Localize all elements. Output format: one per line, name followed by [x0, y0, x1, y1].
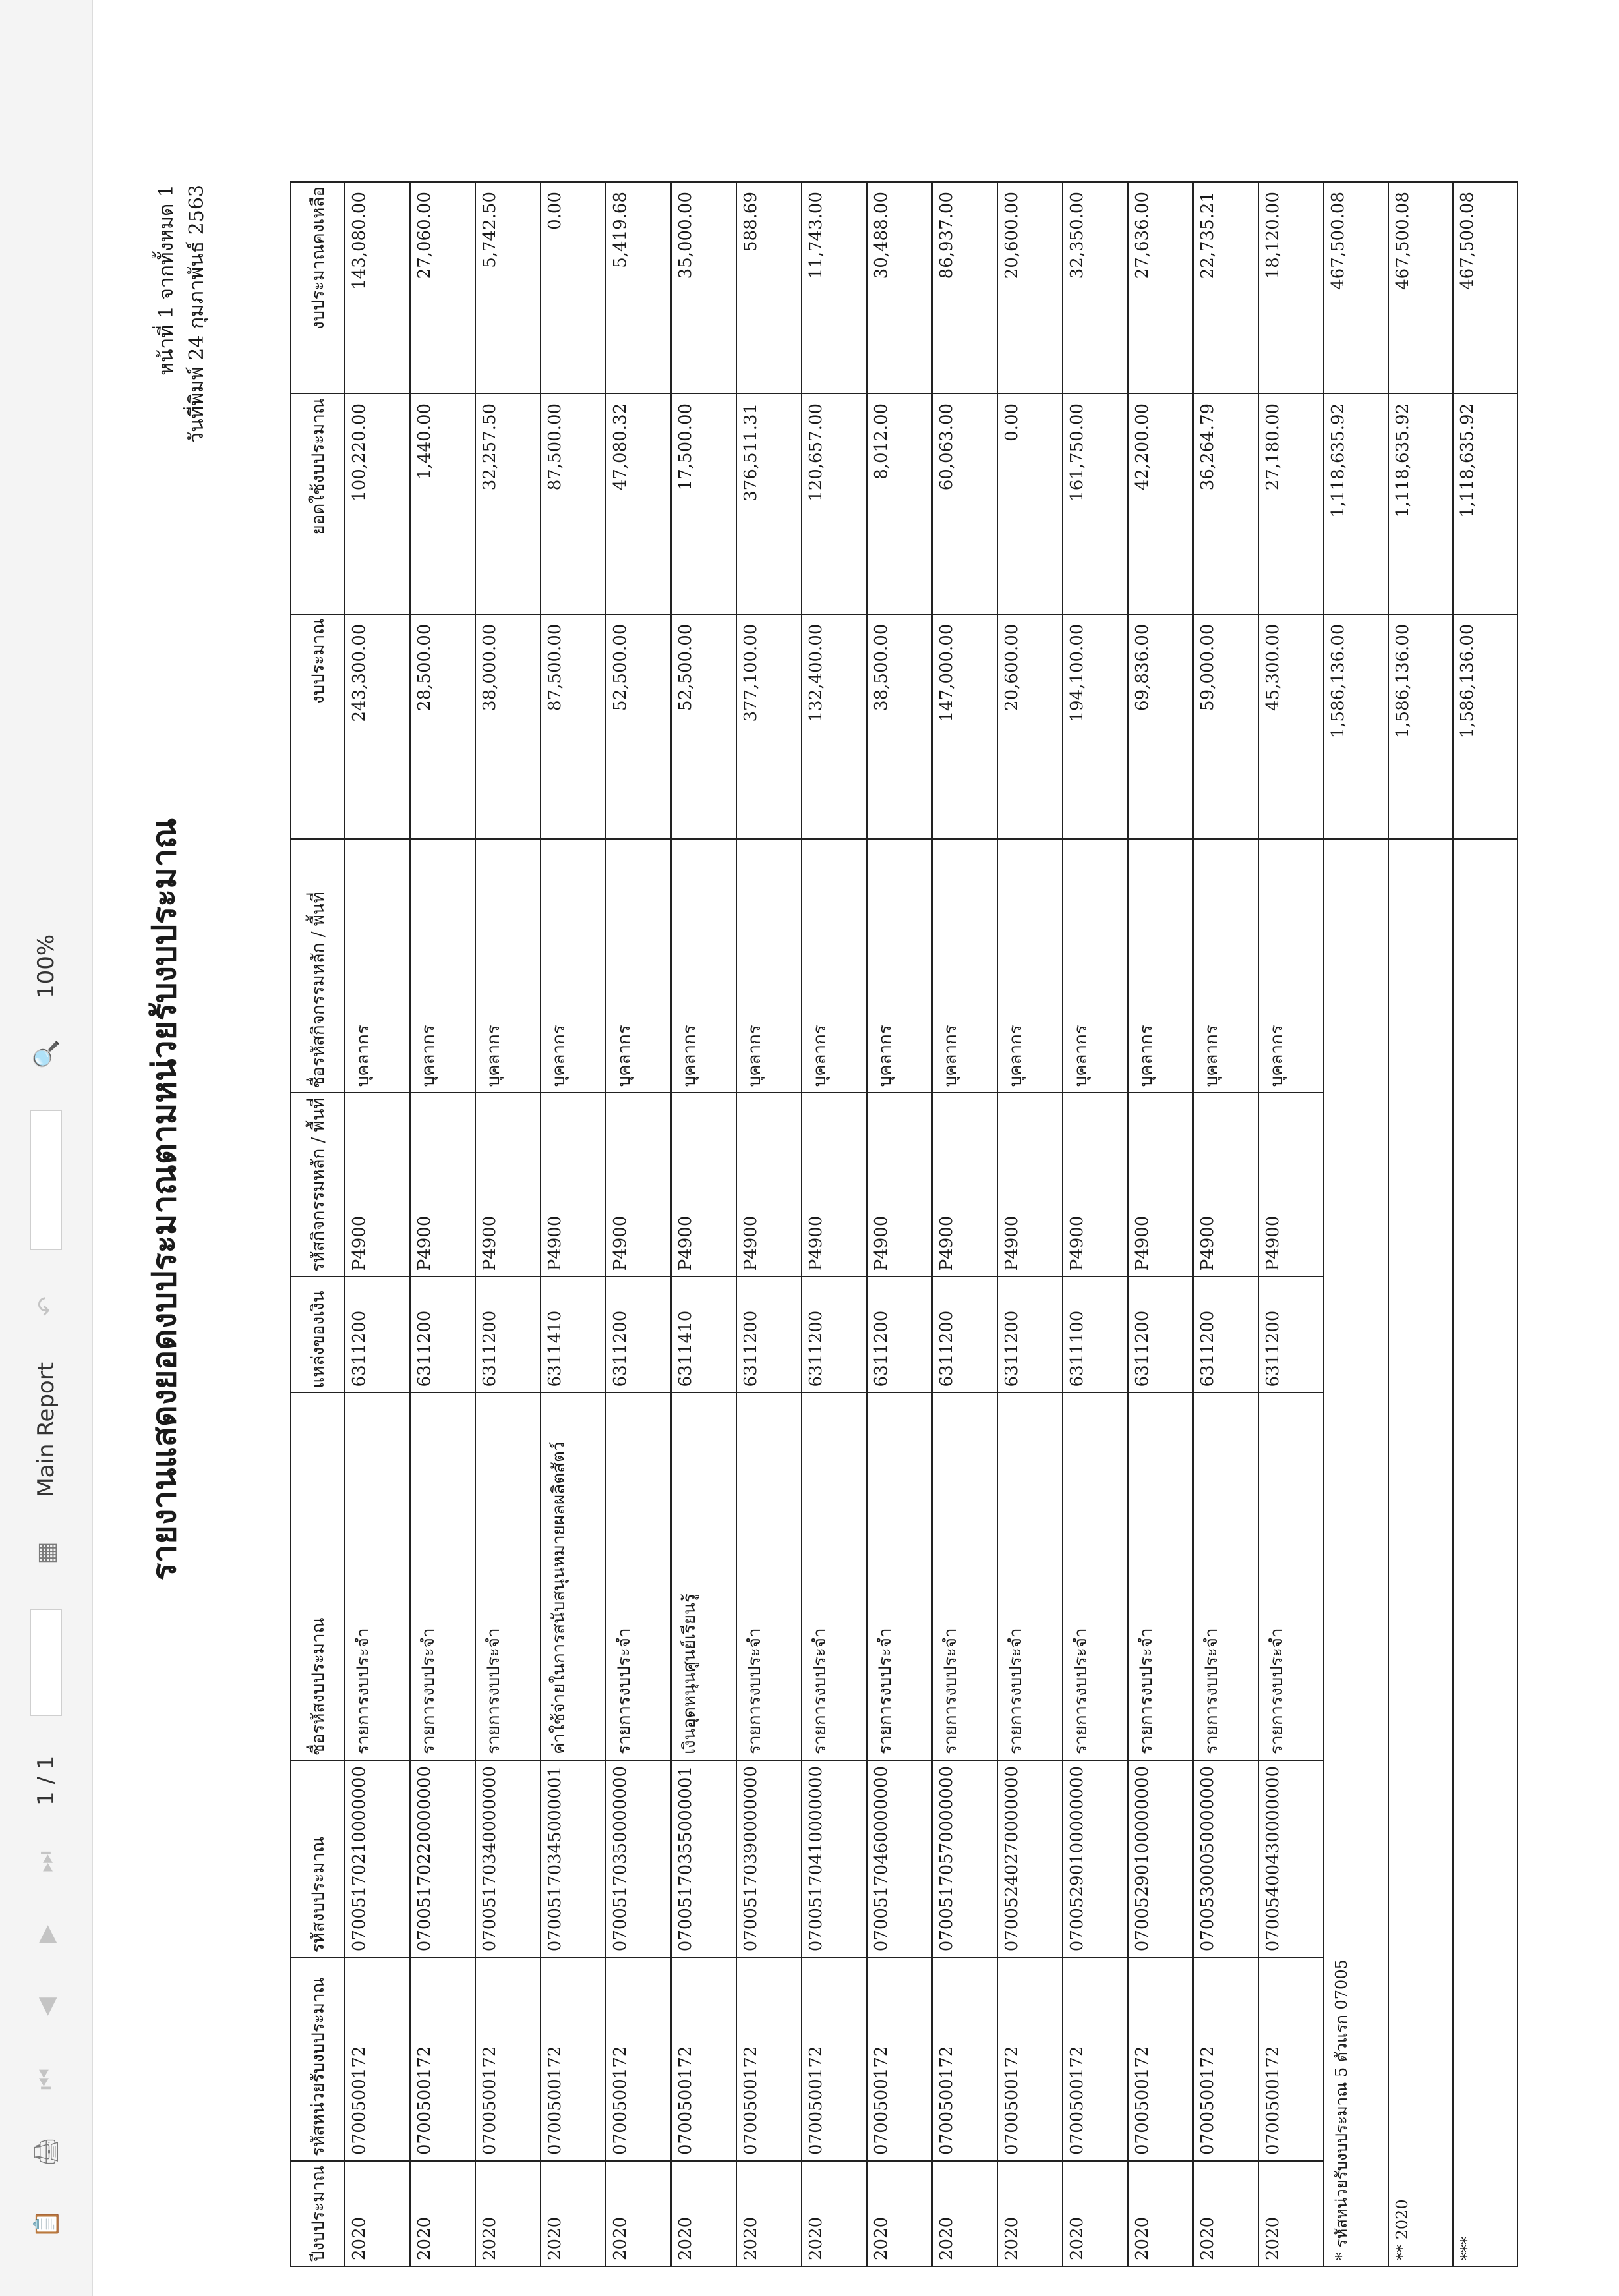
cell-remaining: 5,742.50	[475, 182, 541, 393]
page-info	[152, 185, 212, 580]
print-icon[interactable]: 🖨	[33, 2137, 60, 2167]
cell-budget-code: 07005170410000000	[802, 1760, 867, 1957]
cell-budget-name: รายการงบประจำ	[736, 1392, 802, 1760]
cell-activity-name: บุคลากร	[997, 839, 1063, 1093]
cell-fund-source: 6311200	[410, 1277, 475, 1392]
cell-fund-source: 6311410	[671, 1277, 736, 1392]
cell-budget-code: 07005290100000000	[1128, 1760, 1193, 1957]
table-row	[541, 182, 606, 2266]
page-number: หน้าที่ 1 จากทั้งหมด 1	[155, 185, 178, 376]
cell-remaining: 0.00	[541, 182, 606, 393]
toolbar-strip	[10, 66, 82, 2254]
cell-unit-code: 0700500172	[345, 1957, 410, 2161]
back-arrow-icon[interactable]: ↶	[32, 1296, 60, 1317]
header-budget-name: ชื่อรหัสงบประมาณ	[291, 1392, 345, 1760]
cell-budget-name: รายการงบประจำ	[606, 1392, 671, 1760]
cell-used: 87,500.00	[541, 393, 606, 614]
cell-budget: 132,400.00	[802, 614, 867, 839]
cell-fiscal-year: 2020	[997, 2161, 1063, 2266]
main-report-tab[interactable]: Main Report	[33, 1362, 59, 1497]
last-page-icon[interactable]: ⏭	[32, 1851, 59, 1873]
cell-budget-code: 07005170220000000	[410, 1760, 475, 1957]
cell-remaining: 30,488.00	[867, 182, 932, 393]
grand-total-budget: 1,586,136.00	[1453, 614, 1517, 839]
cell-used: 47,080.32	[606, 393, 671, 614]
cell-fund-source: 6311200	[1128, 1277, 1193, 1392]
cell-activity-name: บุคลากร	[736, 839, 802, 1093]
table-row	[997, 182, 1063, 2266]
cell-fund-source: 6311410	[541, 1277, 606, 1392]
cell-budget-code: 07005290100000000	[1063, 1760, 1128, 1957]
cell-budget-code: 07005170345000001	[541, 1760, 606, 1957]
subtotal-year-budget: 1,586,136.00	[1388, 614, 1453, 839]
cell-budget: 147,000.00	[932, 614, 997, 839]
subtotal-year-used: 1,118,635.92	[1388, 393, 1453, 614]
cell-fund-source: 6311200	[345, 1277, 410, 1392]
cell-unit-code: 0700500172	[997, 1957, 1063, 2161]
report-title: รายงานแสดงยอดงบประมาณตามหน่วยรับงบประมาณ	[144, 818, 183, 1581]
cell-budget-code: 07005170570000000	[932, 1760, 997, 1957]
cell-budget-name: เงินอุดหนุนศูนย์เรียนรู้	[671, 1392, 736, 1760]
search-input[interactable]	[30, 1110, 62, 1250]
cell-fund-source: 6311200	[736, 1277, 802, 1392]
cell-budget-code: 07005400430000000	[1258, 1760, 1324, 1957]
cell-budget: 38,500.00	[867, 614, 932, 839]
cell-fund-source: 6311200	[997, 1277, 1063, 1392]
cell-used: 27,180.00	[1258, 393, 1324, 614]
cell-fund-source: 6311200	[475, 1277, 541, 1392]
cell-budget-name: รายการงบประจำ	[932, 1392, 997, 1760]
cell-remaining: 22,735.21	[1193, 182, 1258, 393]
cell-budget: 377,100.00	[736, 614, 802, 839]
cell-unit-code: 0700500172	[1258, 1957, 1324, 2161]
cell-budget: 52,500.00	[606, 614, 671, 839]
table-row	[932, 182, 997, 2266]
cell-budget: 243,300.00	[345, 614, 410, 839]
cell-budget-name: รายการงบประจำ	[867, 1392, 932, 1760]
cell-fund-source: 6311200	[932, 1277, 997, 1392]
cell-fiscal-year: 2020	[932, 2161, 997, 2266]
cell-budget: 38,000.00	[475, 614, 541, 839]
cell-activity-code: P4900	[1258, 1093, 1324, 1277]
cell-activity-code: P4900	[997, 1093, 1063, 1277]
cell-unit-code: 0700500172	[1063, 1957, 1128, 2161]
cell-remaining: 27,060.00	[410, 182, 475, 393]
cell-remaining: 5,419.68	[606, 182, 671, 393]
cell-activity-code: P4900	[475, 1093, 541, 1277]
cell-fiscal-year: 2020	[671, 2161, 736, 2266]
header-unit-code: รหัสหน่วยรับงบประมาณ	[291, 1957, 345, 2161]
cell-fiscal-year: 2020	[475, 2161, 541, 2266]
cell-unit-code: 0700500172	[606, 1957, 671, 2161]
cell-activity-name: บุคลากร	[671, 839, 736, 1093]
cell-used: 120,657.00	[802, 393, 867, 614]
cell-used: 0.00	[997, 393, 1063, 614]
cell-budget: 194,100.00	[1063, 614, 1128, 839]
cell-fiscal-year: 2020	[541, 2161, 606, 2266]
cell-budget-code: 07005170390000000	[736, 1760, 802, 1957]
export-icon[interactable]: 📋	[33, 2209, 60, 2239]
cell-activity-code: P4900	[867, 1093, 932, 1277]
header-used: ยอดใช้งบประมาณ	[291, 393, 345, 614]
cell-unit-code: 0700500172	[541, 1957, 606, 2161]
grand-total-remaining: 467,500.08	[1453, 182, 1517, 393]
cell-activity-name: บุคลากร	[606, 839, 671, 1093]
table-header-row	[291, 182, 345, 2266]
viewer-toolbar	[0, 0, 93, 2296]
cell-unit-code: 0700500172	[802, 1957, 867, 2161]
cell-fiscal-year: 2020	[867, 2161, 932, 2266]
cell-budget-name: รายการงบประจำ	[1258, 1392, 1324, 1760]
header-budget: งบประมาณ	[291, 614, 345, 839]
cell-budget-code: 07005170460000000	[867, 1760, 932, 1957]
cell-activity-code: P4900	[410, 1093, 475, 1277]
subtotal-dept-row	[1324, 182, 1388, 2266]
subtotal-year-label: ** 2020	[1388, 839, 1453, 2266]
cell-fiscal-year: 2020	[1258, 2161, 1324, 2266]
cell-unit-code: 0700500172	[867, 1957, 932, 2161]
header-budget-code: รหัสงบประมาณ	[291, 1760, 345, 1957]
cell-budget-code: 07005300050000000	[1193, 1760, 1258, 1957]
cell-used: 161,750.00	[1063, 393, 1128, 614]
search-binoculars-icon[interactable]: 🔍	[33, 1039, 60, 1070]
cell-activity-name: บุคลากร	[1193, 839, 1258, 1093]
cell-unit-code: 0700500172	[671, 1957, 736, 2161]
cell-activity-code: P4900	[345, 1093, 410, 1277]
cell-activity-name: บุคลากร	[541, 839, 606, 1093]
cell-budget: 20,600.00	[997, 614, 1063, 839]
cell-budget-name: รายการงบประจำ	[1193, 1392, 1258, 1760]
table-row	[671, 182, 736, 2266]
cell-activity-code: P4900	[541, 1093, 606, 1277]
table-row	[606, 182, 671, 2266]
cell-activity-code: P4900	[1128, 1093, 1193, 1277]
cell-remaining: 18,120.00	[1258, 182, 1324, 393]
table-row	[802, 182, 867, 2266]
cell-used: 376,511.31	[736, 393, 802, 614]
cell-budget-code: 07005170350000000	[606, 1760, 671, 1957]
cell-activity-code: P4900	[671, 1093, 736, 1277]
subtotal-year-row	[1388, 182, 1453, 2266]
header-activity-code: รหัสกิจกรรมหลัก / พื้นที่	[291, 1093, 345, 1277]
cell-budget-code: 07005170355000001	[671, 1760, 736, 1957]
cell-remaining: 20,600.00	[997, 182, 1063, 393]
header-remaining: งบประมาณคงเหลือ	[291, 182, 345, 393]
cell-activity-code: P4900	[736, 1093, 802, 1277]
cell-remaining: 32,350.00	[1063, 182, 1128, 393]
cell-activity-name: บุคลากร	[802, 839, 867, 1093]
cell-unit-code: 0700500172	[475, 1957, 541, 2161]
cell-remaining: 35,000.00	[671, 182, 736, 393]
table-row	[1193, 182, 1258, 2266]
group-tree-icon[interactable]: ▦	[32, 1541, 60, 1564]
table-row	[475, 182, 541, 2266]
cell-fiscal-year: 2020	[345, 2161, 410, 2266]
cell-budget: 45,300.00	[1258, 614, 1324, 839]
grand-total-used: 1,118,635.92	[1453, 393, 1517, 614]
cell-budget-name: รายการงบประจำ	[1128, 1392, 1193, 1760]
cell-remaining: 143,080.00	[345, 182, 410, 393]
cell-activity-code: P4900	[606, 1093, 671, 1277]
cell-activity-name: บุคลากร	[475, 839, 541, 1093]
subtotal-dept-used: 1,118,635.92	[1324, 393, 1388, 614]
cell-unit-code: 0700500172	[1128, 1957, 1193, 2161]
table-row	[1258, 182, 1324, 2266]
cell-remaining: 11,743.00	[802, 182, 867, 393]
subtotal-dept-remaining: 467,500.08	[1324, 182, 1388, 393]
cell-budget-code: 07005170210000000	[345, 1760, 410, 1957]
cell-activity-name: บุคลากร	[345, 839, 410, 1093]
cell-fund-source: 6311200	[1258, 1277, 1324, 1392]
cell-activity-code: P4900	[802, 1093, 867, 1277]
cell-budget: 59,000.00	[1193, 614, 1258, 839]
subtotal-dept-label: * รหัสหน่วยรับงบประมาณ 5 ตัวแรก 07005	[1324, 839, 1388, 2266]
cell-budget: 87,500.00	[541, 614, 606, 839]
cell-budget-name: รายการงบประจำ	[345, 1392, 410, 1760]
cell-used: 42,200.00	[1128, 393, 1193, 614]
cell-fund-source: 6311200	[802, 1277, 867, 1392]
cell-activity-name: บุคลากร	[1128, 839, 1193, 1093]
cell-activity-code: P4900	[932, 1093, 997, 1277]
cell-budget-name: รายการงบประจำ	[802, 1392, 867, 1760]
cell-budget-code: 07005170340000000	[475, 1760, 541, 1957]
table-row	[867, 182, 932, 2266]
header-fiscal-year: ปีงบประมาณ	[291, 2161, 345, 2266]
header-activity-name: ชื่อรหัสกิจกรรมหลัก / พื้นที่	[291, 839, 345, 1093]
grand-total-row	[1453, 182, 1517, 2266]
cell-used: 60,063.00	[932, 393, 997, 614]
cell-activity-code: P4900	[1063, 1093, 1128, 1277]
cell-budget-name: รายการงบประจำ	[1063, 1392, 1128, 1760]
cell-unit-code: 0700500172	[1193, 1957, 1258, 2161]
budget-table	[290, 181, 1518, 2267]
cell-budget-name: รายการงบประจำ	[997, 1392, 1063, 1760]
cell-used: 100,220.00	[345, 393, 410, 614]
cell-used: 36,264.79	[1193, 393, 1258, 614]
cell-remaining: 588.69	[736, 182, 802, 393]
cell-used: 17,500.00	[671, 393, 736, 614]
header-fund-source: แหล่งของเงิน	[291, 1277, 345, 1392]
cell-fiscal-year: 2020	[1128, 2161, 1193, 2266]
cell-unit-code: 0700500172	[932, 1957, 997, 2161]
cell-budget-name: รายการงบประจำ	[410, 1392, 475, 1760]
report-page	[138, 158, 1595, 2267]
cell-budget-name: ค่าใช้จ่ายในการสนับสนุนหมายผลผลิตสัตว์	[541, 1392, 606, 1760]
table-row	[1063, 182, 1128, 2266]
cell-fund-source: 6311100	[1063, 1277, 1128, 1392]
cell-fiscal-year: 2020	[1063, 2161, 1128, 2266]
cell-unit-code: 0700500172	[410, 1957, 475, 2161]
cell-budget: 69,836.00	[1128, 614, 1193, 839]
cell-budget: 52,500.00	[671, 614, 736, 839]
cell-activity-name: บุคลากร	[410, 839, 475, 1093]
cell-used: 1,440.00	[410, 393, 475, 614]
cell-fiscal-year: 2020	[1193, 2161, 1258, 2266]
cell-used: 32,257.50	[475, 393, 541, 614]
cell-remaining: 86,937.00	[932, 182, 997, 393]
cell-fiscal-year: 2020	[606, 2161, 671, 2266]
subtotal-year-remaining: 467,500.08	[1388, 182, 1453, 393]
cell-budget-code: 07005240270000000	[997, 1760, 1063, 1957]
zoom-level[interactable]: 100%	[33, 934, 59, 998]
cell-fiscal-year: 2020	[802, 2161, 867, 2266]
cell-activity-name: บุคลากร	[1258, 839, 1324, 1093]
cell-used: 8,012.00	[867, 393, 932, 614]
grand-total-label: ***	[1453, 839, 1517, 2266]
first-page-icon[interactable]: ⏮	[32, 2068, 59, 2090]
cell-activity-name: บุคลากร	[867, 839, 932, 1093]
next-page-icon[interactable]: ▶	[32, 1925, 60, 1943]
cell-activity-name: บุคลากร	[932, 839, 997, 1093]
cell-activity-code: P4900	[1193, 1093, 1258, 1277]
cell-activity-name: บุคลากร	[1063, 839, 1128, 1093]
cell-budget-name: รายการงบประจำ	[475, 1392, 541, 1760]
table-row	[736, 182, 802, 2266]
table-row	[410, 182, 475, 2266]
table-row	[345, 182, 410, 2266]
cell-budget: 28,500.00	[410, 614, 475, 839]
subtotal-dept-budget: 1,586,136.00	[1324, 614, 1388, 839]
cell-fund-source: 6311200	[867, 1277, 932, 1392]
cell-fund-source: 6311200	[606, 1277, 671, 1392]
cell-remaining: 27,636.00	[1128, 182, 1193, 393]
page-indicator: 1 / 1	[33, 1755, 59, 1806]
print-date: วันที่พิมพ์ 24 กุมภาพันธ์ 2563	[185, 185, 208, 444]
table-row	[1128, 182, 1193, 2266]
goto-page-input[interactable]	[30, 1609, 62, 1716]
cell-fiscal-year: 2020	[736, 2161, 802, 2266]
cell-unit-code: 0700500172	[736, 1957, 802, 2161]
cell-fund-source: 6311200	[1193, 1277, 1258, 1392]
previous-page-icon[interactable]: ◀	[32, 1997, 60, 2016]
cell-fiscal-year: 2020	[410, 2161, 475, 2266]
